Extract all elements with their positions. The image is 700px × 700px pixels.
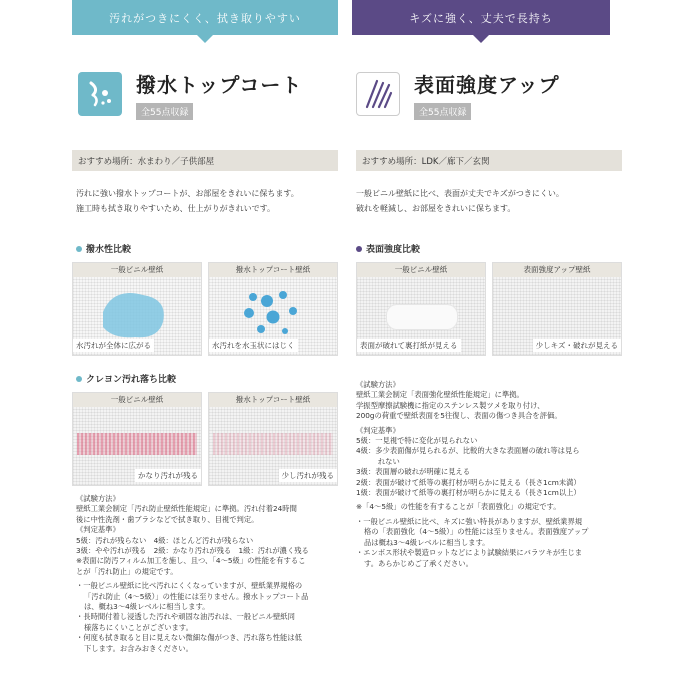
note-line: 壁紙工業会制定「汚れ防止壁紙性能規定」に準拠。汚れ付着24時間 — [76, 504, 297, 514]
sample-caption: 水汚れが全体に広がる — [73, 339, 154, 352]
left-header — [78, 72, 302, 120]
note-line: ・一般ビニル壁紙に比べ汚れにくくなっていますが、壁紙業界規格の — [76, 581, 303, 591]
right-description — [356, 186, 626, 216]
right-title: 表面強度アップ — [414, 73, 560, 97]
right-section-strength-title: 表面強度比較 — [366, 245, 421, 255]
crayon-stain-light — [213, 433, 333, 455]
right-recommend-bar: おすすめ場所：LDK／廊下／玄関 — [356, 150, 622, 171]
left-recommend-bar: おすすめ場所：水まわり／子供部屋 — [72, 150, 338, 171]
note-line: 4級：多少表面傷が見られるが、比較的大きな表面層の破れ等は見ら — [356, 446, 580, 456]
right-column — [352, 0, 634, 568]
right-count-badge: 全55点収録 — [414, 103, 471, 120]
bullet-dot-icon — [356, 246, 362, 252]
sample-label: 一般ビニル壁紙 — [357, 263, 485, 277]
note-line: は、概ね3～4級レベルに相当します。 — [84, 602, 210, 612]
sample-strength-vinyl — [356, 262, 486, 356]
right-desc-line-2: 破れを軽減し、お部屋をきれいに保ちます。 — [356, 204, 516, 213]
note-line: ※表面に防汚フィルム加工を施し、且つ、「4～5級」の性能を有するこ — [76, 556, 306, 566]
left-section-water-title: 撥水性比較 — [86, 245, 132, 255]
sample-caption: 水汚れを水玉状にはじく — [209, 339, 298, 352]
right-banner-pointer — [473, 35, 489, 43]
bullet-dot-icon — [76, 246, 82, 252]
note-line: ・何度も拭き取ると目に見えない微細な傷がつき、汚れ落ち性能は低 — [76, 633, 302, 643]
left-section-crayon-title: クレヨン汚れ落ち比較 — [86, 375, 177, 385]
left-section-water — [76, 242, 131, 255]
bullet-dot-icon — [76, 376, 82, 382]
left-title: 撥水トップコート — [136, 73, 303, 97]
sample-caption: 少しキズ・破れが見える — [533, 339, 621, 352]
note-line: 壁紙工業会制定「表面強化壁紙性能規定」に準拠。 — [356, 390, 524, 400]
water-drop-icon — [78, 72, 122, 116]
note-line: 3級：やや汚れが残る 2級：かなり汚れが残る 1級：汚れが濃く残る — [76, 546, 309, 556]
left-banner-pointer — [197, 35, 213, 43]
sample-caption: 少し汚れが残る — [279, 469, 338, 482]
sample-strength-upgraded — [492, 262, 622, 356]
right-header — [356, 72, 560, 120]
left-test-notes — [76, 494, 346, 654]
sample-water-topcoat — [208, 262, 338, 356]
left-banner-text: 汚れがつきにくく、拭き取りやすい — [109, 11, 301, 25]
sample-crayon-topcoat — [208, 392, 338, 486]
note-line: 2級：表面が破けて紙等の裏打材が明らかに見える（長さ1cm未満） — [356, 477, 581, 487]
sample-caption: 表面が破れて裏打紙が見える — [357, 339, 461, 352]
left-banner — [72, 0, 338, 35]
note-line: す。あらかじめご了承ください。 — [364, 558, 473, 568]
note-line: 200gの荷重で壁紙表面を5往復し、表面の傷つき具合を評価。 — [356, 411, 562, 421]
torn-surface-mark — [387, 305, 457, 329]
sample-label: 表面強度アップ壁紙 — [493, 263, 621, 277]
left-section-crayon — [76, 372, 176, 385]
sample-water-vinyl — [72, 262, 202, 356]
note-line: とが「汚れ防止」の規定です。 — [76, 566, 178, 576]
right-section-strength — [356, 242, 420, 255]
right-test-notes — [356, 380, 628, 569]
note-line: 様落ちにくいことがございます。 — [84, 622, 193, 632]
note-line: ・長時間付着し浸透した汚れや頑固な油汚れは、一般ビニル壁紙同 — [76, 612, 295, 622]
note-line: れない — [356, 456, 400, 466]
note-line: 3級：表面層の破れが明確に見える — [356, 467, 471, 477]
note-line: 《試験方法》 — [356, 380, 400, 389]
left-description — [76, 186, 346, 216]
sample-label: 撥水トップコート壁紙 — [209, 263, 337, 277]
left-column — [72, 0, 354, 653]
note-line: ※「4～5級」の性能を有することが「表面強化」の規定です。 — [356, 502, 561, 512]
right-desc-line-1: 一般ビニル壁紙に比べ、表面が丈夫でキズがつきにくい。 — [356, 189, 564, 198]
note-line: 《判定基準》 — [356, 425, 400, 435]
left-desc-line-1: 汚れに強い撥水トップコートが、お部屋をきれいに保ちます。 — [76, 189, 299, 198]
crayon-stain-heavy — [77, 433, 197, 455]
note-line: 5級：一見視で特に変化が見られない — [356, 436, 478, 446]
note-line: 後に中性洗剤・歯ブラシなどで拭き取り、目視で判定。 — [76, 514, 259, 524]
left-desc-line-2: 施工時も拭き取りやすいため、仕上がりがきれいです。 — [76, 204, 276, 213]
note-line: 学振型摩擦試験機に指定のステンレス製ツメを取り付け、 — [356, 400, 545, 410]
right-banner — [352, 0, 610, 35]
note-line: 格の「表面強化（4～5級）」の性能には至りません。表面強度アップ — [364, 527, 589, 537]
sample-label: 撥水トップコート壁紙 — [209, 393, 337, 407]
scratch-icon — [356, 72, 400, 116]
note-line: 品は概ね3～4級レベルに相当します。 — [364, 537, 490, 547]
note-line: 5級：汚れが残らない 4級：ほとんど汚れが残らない — [76, 535, 254, 545]
note-line: 「汚れ防止（4～5級）」の性能には至りません。撥水トップコート品 — [84, 591, 309, 601]
right-banner-text: キズに強く、丈夫で長持ち — [409, 11, 553, 25]
note-line: 1級：表面が破けて紙等の裏打材が明らかに見える（長さ1cm以上） — [356, 488, 581, 498]
sample-crayon-vinyl — [72, 392, 202, 486]
left-count-badge: 全55点収録 — [136, 103, 193, 120]
note-line: ・一般ビニル壁紙に比べ、キズに強い特長がありますが、壁紙業界規 — [356, 516, 583, 526]
sample-label: 一般ビニル壁紙 — [73, 263, 201, 277]
note-line: 下します。お含みおきください。 — [84, 643, 193, 653]
note-line: ・エンボス形状や製造ロットなどにより試験結果にバラツキが生じま — [356, 548, 583, 558]
note-line: 《判定基準》 — [76, 525, 120, 535]
sample-label: 一般ビニル壁紙 — [73, 393, 201, 407]
note-line: 《試験方法》 — [76, 494, 120, 503]
sample-caption: かなり汚れが残る — [135, 469, 201, 482]
